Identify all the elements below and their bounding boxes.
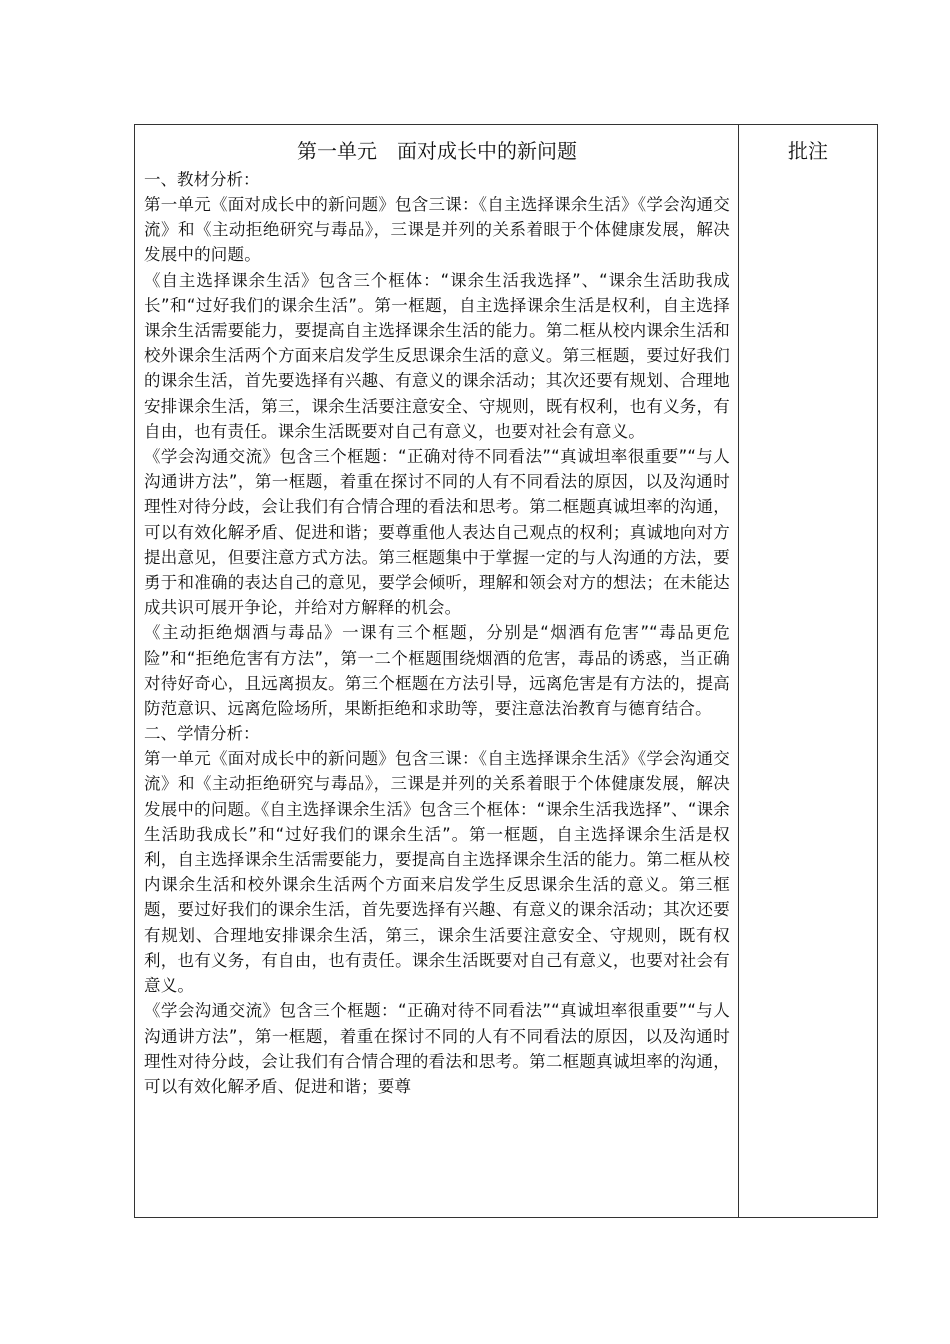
- paragraph: 《学会沟通交流》包含三个框题：“正确对待不同看法”“真诚坦率很重要”“与人沟通讲方法”，第一框题，着重在探讨不同的人有不同看法的原因，以及沟通时理性对待分歧，会让我们有合情合理的看法和思考。第二框题真诚坦率的沟通，可以有效化解矛盾、促进和谐；要尊: [144, 1001, 730, 1096]
- content-column: [135, 125, 739, 1217]
- section-heading-textbook-analysis: 一、教材分析：: [144, 170, 260, 189]
- annotation-header: 批注: [788, 139, 828, 163]
- paragraph: 第一单元《面对成长中的新问题》包含三课：《自主选择课余生活》《学会沟通交流》和《主动拒绝研究与毒品》，三课是并列的关系着眼于个体健康发展，解决发展中的问题。: [144, 195, 730, 265]
- paragraph: 《自主选择课余生活》包含三个框体：“课余生活我选择”、“课余生活助我成长”和“过好我们的课余生活”。第一框题，自主选择课余生活是权利，自主选择课余生活需要能力，要提高自主选择课余生活的能力。第二框从校内课余生活和校外课余生活两个方面来启发学生反思课余生活的意义。第三框题，要过好我们的课余生活，首先要选择有兴趣、有意义的课余活动；其次还要有规划、合理地安排课余生活，第三，课余生活要注意安全、守规则，既有权利，也有义务，有自由，也有责任。课余生活既要对自己有意义，也要对社会有意义。: [144, 270, 730, 441]
- lesson-plan-table: [134, 124, 878, 1218]
- paragraph: 第一单元《面对成长中的新问题》包含三课：《自主选择课余生活》《学会沟通交流》和《主动拒绝研究与毒品》，三课是并列的关系着眼于个体健康发展，解决发展中的问题。《自主选择课余生活》包含三个框体：“课余生活我选择”、“课余生活助我成长”和“过好我们的课余生活”。第一框题，自主选择课余生活是权利，自主选择课余生活需要能力，要提高自主选择课余生活的能力。第二框从校内课余生活和校外课余生活两个方面来启发学生反思课余生活的意义。第三框题，要过好我们的课余生活，首先要选择有兴趣、有意义的课余活动；其次还要有规划、合理地安排课余生活，第三，课余生活要注意安全、守规则，既有权利，也有义务，有自由，也有责任。课余生活既要对自己有意义，也要对社会有意义。: [144, 749, 730, 996]
- paragraph: 《主动拒绝烟酒与毒品》一课有三个框题，分别是“烟酒有危害”“毒品更危险”和“拒绝危害有方法”，第一二个框题围绕烟酒的危害，毒品的诱惑，当正确对待好奇心，且远离损友。第三个框题在方法引导，远离危害是有方法的，提高防范意识、远离危险场所，果断拒绝和求助等，要注意法治教育与德育结合。: [144, 623, 730, 719]
- paragraph: 《学会沟通交流》包含三个框题：“正确对待不同看法”“真诚坦率很重要”“与人沟通讲方法”，第一框题，着重在探讨不同的人有不同看法的原因，以及沟通时理性对待分歧，会让我们有合情合理的看法和思考。第二框题真诚坦率的沟通，可以有效化解矛盾、促进和谐；要尊重他人表达自己观点的权利；真诚地向对方提出意见，但要注意方式方法。第三框题集中于掌握一定的与人沟通的方法，要勇于和准确的表达自己的意见，要学会倾听，理解和领会对方的想法；在未能达成共识可展开争论，并给对方解释的机会。: [144, 447, 730, 618]
- annotation-column: [739, 125, 877, 1217]
- section-heading-student-analysis: 二、学情分析：: [144, 724, 260, 744]
- unit-title: 第一单元 面对成长中的新问题: [297, 139, 577, 163]
